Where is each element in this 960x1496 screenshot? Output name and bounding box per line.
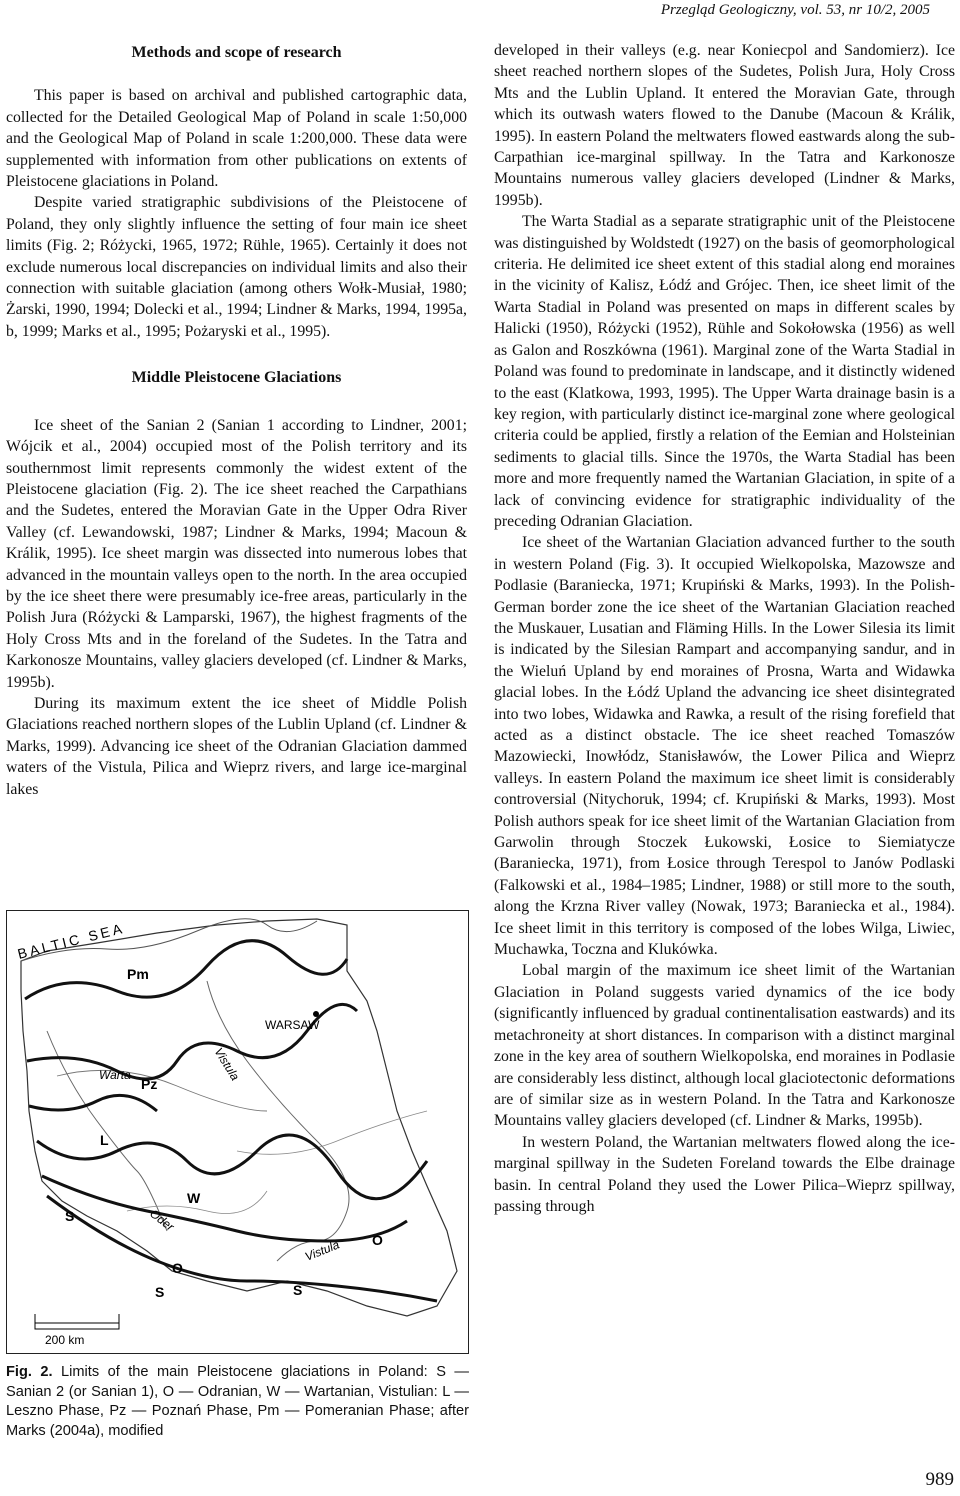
paragraph: Despite varied stratigraphic subdivisions of the Pleistocene of Poland, they only slightly influence the setting of four main ice sheet limits (Fig. 2; Różycki, 1965, 1972; Rühle, 1965). Certainly it does not exclude numerous local discrepancies on individual limits and also their connection with suitable glaciation (among others Wołk-Musiał, 1980; Żarski, 1990, 1994; Dolecki et al., 1994; Lindner & Marks, 1994, 1995a, b, 1999; Marks et al., 1995; Pożaryski et al., 1995). <box>6 194 467 340</box>
paragraph: developed in their valleys (e.g. near Koniecpol and Sandomierz). Ice sheet reached northern slopes of the Sudetes, Polish Jura, Holy Cross Mts and the Lublin Upland. It entered the Moravian Gate, through which its outwash waters flowed to the Danube (Macoun & Králik, 1995). In eastern Poland the meltwaters flowed eastwards along the sub-Carpathian ice-marginal spillway. In the Tatra and Karkonosze Mountains numerous valley glaciers developed (Lindner & Marks, 1995b). <box>494 42 955 209</box>
left-column <box>6 42 467 800</box>
label-o-south: O <box>172 1260 183 1276</box>
figure-map <box>6 910 469 1354</box>
label-pz: Pz <box>141 1076 158 1092</box>
label-o: O <box>372 1232 383 1248</box>
section-title-middle-pleistocene: Middle Pleistocene Glaciations <box>131 369 342 387</box>
paragraph: Lobal margin of the maximum ice sheet limit of the Wartanian Glaciation in Poland suggests varied dynamics of the ice body (significantly influenced by gradual continentalisation eastwards) and its metachroneity at short distances. In comparison with a distinct marginal zone in the key area of southern Wielkopolska, end moraines in Podlasie are considerably less distinct, although local glaciotectonic deformations are of similar size as in western Poland. In the Tatra and Karkonosze Mountains valley glaciers developed (cf. Lindner & Marks, 1995b). <box>494 962 955 1130</box>
label-s-south: S <box>293 1282 303 1298</box>
river-label-vistula-south: Vistula <box>302 1237 342 1264</box>
city-warsaw: WARSAW <box>265 1018 320 1032</box>
label-l: L <box>100 1132 109 1148</box>
caption-label: Fig. 2. <box>6 1364 53 1380</box>
paragraph: Ice sheet of the Sanian 2 (Sanian 1 according to Lindner, 2001; Wójcik et al., 2004) occupied most of the Polish territory and its southernmost limit represents commonly the widest extent of the Pleistocene glaciation (Fig. 2). The ice sheet reached the Carpathians and the Sudetes, entered the Moravian Gate in the Upper Odra River Valley (cf. Lewandowski, 1987; Lindner & Marks, 1994; Macoun & Králik, 1995). Ice sheet margin was dissected into numerous lobes that advanced in the mountain valleys open to the north. In the area occupied by the ice sheet there were presumably ice-free areas, particularly in the Polish Jura (Różycki & Lamparski, 1967), the highest fragments of the Holy Cross Mts and in the foreland of the Sudetes. In the Tatra and Karkonosze Mountains, valley glaciers developed (cf. Lindner & Marks, 1995b). <box>6 416 467 691</box>
label-s-west: S <box>65 1208 75 1224</box>
paragraph: Ice sheet of the Wartanian Glaciation advanced further to the south in western Poland (Fig. 3). It occupied Wielkopolska, Mazowsze and Podlasie (Baraniecka, 1971; Krupiński & Marks, 1993). In the Polish-German border zone the ice sheet of the Wartanian Glaciation reached the Muskauer, Lusatian and Fläming Hills. In the Lower Silesia its limit is indicated by the Silesian Rampart and accompanying sandur, and in the Wieluń Upland by end moraines of Prosna, Warta and Widawka glacial lobes. In the Łódź Upland the advancing ice sheet disintegrated into two lobes, Widawka and Rawka, a result of the rising forefield that acted as a distinct obstacle. The ice sheet reached Tomaszów Mazowiecki, Inowłódz, Stanisławów, the Lower Pilica and Wieprz valleys. In eastern Poland the maximum ice sheet limit is considerably controversial (Nitychoruk, 1994; cf. Krupiński & Marks, 1993). Most Polish authors speak for ice sheet limit of the Wartanian Glaciation from Garwolin through Stoczek Łukowski, Łosice to Siemiatycze (Baraniecka, 1971), from Łosice through Terespol to Janów Podlaski (Falkowski et al., 1984–1985; Lindner, 1988) or still more to the south, along the Krzna River valley (Nowak, 1973; Baraniecka et al., 1984). Ice sheet limit in this territory is composed of the lobes Wilga, Liwiec, Muchawka, Toczna and Klukówka. <box>494 534 955 959</box>
river-label-vistula-north: Vistula <box>211 1045 243 1083</box>
paragraph: The Warta Stadial as a separate stratigraphic unit of the Pleistocene was distinguished by Woldstedt (1927) on the basis of geomorphological criteria. He delimited ice sheet extent of this stadial along end moraines in the vicinity of Kalisz, Łódź and Grójec. Then, ice sheet limit of the Warta Stadial in Poland was presented on maps in different scales by Halicki (1950), Różycki (1952), Rühle and Sokołowska (1956) as well as Galon and Roszkówna (1961). Marginal zone of the Warta Stadial in Poland was found to predominate in landscape, and it distinctly widened to the east (Klatkowa, 1993, 1995). The Upper Warta drainage basin is a key region, with particularly distinct ice-marginal zone where geological criteria could be applied, firstly a relation of the Eemian and Holsteinian sediments to glacial tills. Since the 1970s, the Warta Stadial has been more and more frequently named the Wartanian Glaciation, in spite of a lack of convincing evidence for stratigraphic individuality of the preceding Odranian Glaciation. <box>494 213 955 530</box>
section-title-methods: Methods and scope of research <box>131 44 342 61</box>
limit-w <box>37 1135 427 1199</box>
river-label-warta: Warta <box>99 1068 131 1082</box>
scale-bar <box>35 1323 119 1329</box>
label-pm: Pm <box>127 966 149 982</box>
limit-s <box>47 1196 437 1301</box>
limit-l <box>29 1095 157 1111</box>
label-w: W <box>187 1190 201 1206</box>
scale-label: 200 km <box>45 1333 85 1347</box>
journal-header: Przegląd Geologiczny, vol. 53, nr 10/2, 2005 <box>660 2 930 18</box>
right-column <box>494 40 955 1217</box>
sea-label: BALTIC SEA <box>15 919 127 962</box>
limit-pz <box>27 1004 357 1079</box>
paragraph: This paper is based on archival and published cartographic data, collected for the Detailed Geological Map of Poland in scale 1:50,000 and the Geological Map of Poland in scale 1:200,000. These data were supplemented with information from other publications on extents of Pleistocene glaciations in Poland. <box>6 87 467 191</box>
page-number: 989 <box>925 1469 954 1490</box>
country-border <box>21 919 457 1316</box>
paragraph: In western Poland, the Wartanian meltwaters flowed along the ice-marginal spillway in the Sudeten Foreland towards the Elbe drainage basin. In central Poland they used the Lower Pilica–Wieprz spillway, passing through <box>494 1133 955 1215</box>
caption-text: Limits of the main Pleistocene glaciations in Poland: S — Sanian 2 (or Sanian 1), O — Odranian, W — Wartanian, Vistulian: L — Leszno Phase, Pz — Poznań Phase, Pm — Pomeranian Phase; after Marks (2004a), modified <box>6 1364 469 1439</box>
label-s-southwest: S <box>155 1284 165 1300</box>
river-label-oder: Oder <box>147 1206 177 1234</box>
warsaw-marker <box>313 1011 319 1017</box>
paragraph: During its maximum extent the ice sheet of Middle Polish Glaciations reached northern slopes of the Lublin Upland (cf. Lindner & Marks, 1999). Advancing ice sheet of the Odranian Glaciation dammed waters of the Vistula, Pilica and Wieprz rivers, and large ice-marginal lakes <box>6 694 467 798</box>
figure-caption <box>6 1363 469 1441</box>
